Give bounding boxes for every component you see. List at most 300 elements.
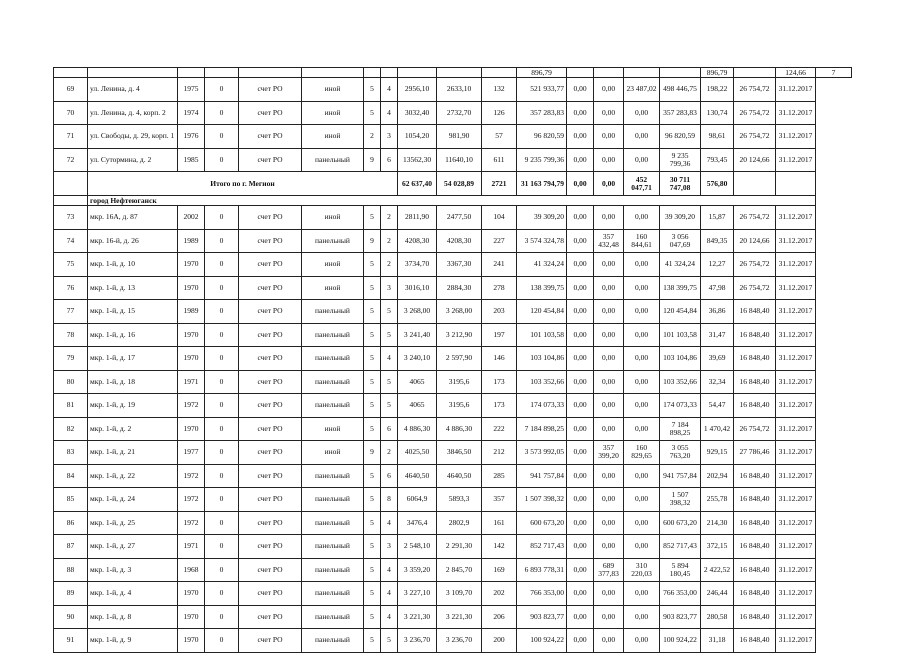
year-cell: 1972 (178, 464, 205, 488)
deadline-cell: 31.12.2017 (776, 101, 816, 125)
entrances-cell: 3 (381, 276, 398, 300)
address-cell: ул. Ленина, д. 4 (88, 78, 178, 102)
table-cell: 0,00 (594, 78, 624, 102)
table-cell: 0 (205, 464, 239, 488)
table-row (54, 229, 852, 253)
living-area-cell: 2 291,30 (437, 535, 482, 559)
table-cell: 0,00 (594, 206, 624, 230)
table-cell: 310 220,03 (624, 558, 660, 582)
table-row (54, 582, 852, 606)
living-area-cell: 5893,3 (437, 488, 482, 512)
table-cell: 39 309,20 (660, 206, 701, 230)
cost-cell: 941 757,84 (517, 464, 567, 488)
residents-cell: 285 (482, 464, 517, 488)
table-cell: 0,00 (624, 101, 660, 125)
row-number-cell: 88 (54, 558, 88, 582)
deadline-cell: 31.12.2017 (776, 558, 816, 582)
deadline-cell: 31.12.2017 (776, 394, 816, 418)
row-number-cell: 71 (54, 125, 88, 149)
table-cell: 103 352,66 (660, 370, 701, 394)
table-row (54, 605, 852, 629)
year-cell: 1970 (178, 276, 205, 300)
total-area-cell: 3734,70 (398, 253, 437, 277)
living-area-cell: 11640,10 (437, 148, 482, 172)
unit-cost-cell: 98,61 (701, 125, 734, 149)
table-cell: 3 056 047,69 (660, 229, 701, 253)
table-cell: 452 047,71 (624, 172, 660, 196)
table-cell: 0,00 (624, 629, 660, 653)
living-area-cell: 2884,30 (437, 276, 482, 300)
table-cell: 0,00 (624, 535, 660, 559)
table-cell (734, 68, 776, 78)
unit-cost-cell: 576,80 (701, 172, 734, 196)
address-cell: мкр. 1-й, д. 2 (88, 417, 178, 441)
unit-cost-cell: 31,47 (701, 323, 734, 347)
floors-cell: 5 (364, 582, 381, 606)
table-cell: 0,00 (594, 535, 624, 559)
table-cell: 0,00 (567, 464, 594, 488)
address-cell: мкр. 1-й, д. 25 (88, 511, 178, 535)
table-cell: 0 (205, 300, 239, 324)
total-area-cell: 3016,10 (398, 276, 437, 300)
entrances-cell: 4 (381, 347, 398, 371)
table-cell: 0,00 (567, 125, 594, 149)
fund-cell: счет РО (239, 417, 302, 441)
unit-cost-cell: 246,44 (701, 582, 734, 606)
table-cell: 0,00 (567, 511, 594, 535)
residents-cell: 202 (482, 582, 517, 606)
fund-cell: счет РО (239, 78, 302, 102)
year-cell: 1970 (178, 629, 205, 653)
table-cell: 0,00 (567, 276, 594, 300)
row-number-cell: 82 (54, 417, 88, 441)
living-area-cell: 4 886,30 (437, 417, 482, 441)
limit-cell: 16 848,40 (734, 488, 776, 512)
total-area-cell: 3 268,00 (398, 300, 437, 324)
row-number-cell: 81 (54, 394, 88, 418)
table-cell: 0,00 (624, 347, 660, 371)
table-cell: 0 (205, 323, 239, 347)
fund-cell: счет РО (239, 488, 302, 512)
table-cell: 124,66 (776, 68, 816, 78)
floors-cell: 9 (364, 441, 381, 465)
fund-cell: счет РО (239, 629, 302, 653)
wall-material-cell: панельный (302, 323, 364, 347)
deadline-cell: 31.12.2017 (776, 488, 816, 512)
living-area-cell: 4208,30 (437, 229, 482, 253)
table-cell (482, 68, 517, 78)
cost-cell: 852 717,43 (517, 535, 567, 559)
table-cell: 0 (205, 206, 239, 230)
table-cell: 0,00 (567, 605, 594, 629)
limit-cell: 27 786,46 (734, 441, 776, 465)
table-cell (776, 172, 816, 196)
row-number-cell: 76 (54, 276, 88, 300)
limit-cell: 16 848,40 (734, 323, 776, 347)
wall-material-cell: иной (302, 276, 364, 300)
table-row (54, 253, 852, 277)
cost-cell: 39 309,20 (517, 206, 567, 230)
table-row (54, 558, 852, 582)
entrances-cell: 6 (381, 148, 398, 172)
year-cell: 1972 (178, 511, 205, 535)
table-cell: 0,00 (624, 148, 660, 172)
year-cell: 1972 (178, 488, 205, 512)
continuation-row (54, 68, 852, 78)
deadline-cell: 31.12.2017 (776, 605, 816, 629)
table-cell: 0,00 (567, 323, 594, 347)
limit-cell: 16 848,40 (734, 394, 776, 418)
floors-cell: 5 (364, 464, 381, 488)
table-row (54, 148, 852, 172)
row-number-cell: 87 (54, 535, 88, 559)
table-cell: 0,00 (594, 125, 624, 149)
residents-cell: 611 (482, 148, 517, 172)
entrances-cell: 5 (381, 370, 398, 394)
table-cell: 0,00 (624, 125, 660, 149)
row-number-cell: 73 (54, 206, 88, 230)
living-area-cell: 54 028,89 (437, 172, 482, 196)
table-cell: 7 184 898,25 (660, 417, 701, 441)
entrances-cell: 5 (381, 394, 398, 418)
table-row (54, 276, 852, 300)
wall-material-cell: иной (302, 253, 364, 277)
limit-cell: 16 848,40 (734, 535, 776, 559)
table-row (54, 464, 852, 488)
living-area-cell: 3195,6 (437, 394, 482, 418)
table-cell: 0,00 (624, 582, 660, 606)
address-cell: мкр. 1-й, д. 3 (88, 558, 178, 582)
floors-cell: 5 (364, 253, 381, 277)
wall-material-cell: панельный (302, 605, 364, 629)
unit-cost-cell: 372,15 (701, 535, 734, 559)
fund-cell: счет РО (239, 558, 302, 582)
unit-cost-cell: 32,34 (701, 370, 734, 394)
cost-cell: 3 573 992,05 (517, 441, 567, 465)
living-area-cell: 2732,70 (437, 101, 482, 125)
total-area-cell: 4025,50 (398, 441, 437, 465)
address-cell: мкр. 1-й, д. 15 (88, 300, 178, 324)
table-cell (567, 68, 594, 78)
table-cell: 357 283,83 (660, 101, 701, 125)
wall-material-cell: панельный (302, 511, 364, 535)
cost-cell: 103 104,86 (517, 347, 567, 371)
table-cell (660, 68, 701, 78)
living-area-cell: 3 268,00 (437, 300, 482, 324)
table-cell: 689 377,83 (594, 558, 624, 582)
table-cell: 41 324,24 (660, 253, 701, 277)
fund-cell: счет РО (239, 347, 302, 371)
table-cell: 498 446,75 (660, 78, 701, 102)
wall-material-cell: иной (302, 101, 364, 125)
total-area-cell: 4065 (398, 370, 437, 394)
table-row (54, 125, 852, 149)
cost-cell: 174 073,33 (517, 394, 567, 418)
entrances-cell: 6 (381, 417, 398, 441)
year-cell: 1975 (178, 78, 205, 102)
floors-cell: 5 (364, 629, 381, 653)
table-row (54, 206, 852, 230)
entrances-cell: 4 (381, 101, 398, 125)
wall-material-cell: панельный (302, 629, 364, 653)
limit-cell: 16 848,40 (734, 582, 776, 606)
residents-cell: 132 (482, 78, 517, 102)
table-cell: 103 104,86 (660, 347, 701, 371)
address-cell: ул. Свободы, д. 29, корп. 1 (88, 125, 178, 149)
total-label: Итого по г. Мегион (88, 172, 398, 196)
cost-cell: 6 893 778,31 (517, 558, 567, 582)
table-cell: 0,00 (594, 148, 624, 172)
row-number-cell: 90 (54, 605, 88, 629)
entrances-cell: 2 (381, 229, 398, 253)
fund-cell: счет РО (239, 464, 302, 488)
limit-cell: 16 848,40 (734, 300, 776, 324)
living-area-cell: 2 845,70 (437, 558, 482, 582)
total-area-cell: 4208,30 (398, 229, 437, 253)
fund-cell: счет РО (239, 582, 302, 606)
table-cell (364, 68, 381, 78)
year-cell: 1972 (178, 394, 205, 418)
total-area-cell: 13562,30 (398, 148, 437, 172)
living-area-cell: 3367,30 (437, 253, 482, 277)
total-area-cell: 2811,90 (398, 206, 437, 230)
wall-material-cell: панельный (302, 148, 364, 172)
address-cell: мкр. 16А, д. 87 (88, 206, 178, 230)
wall-material-cell: иной (302, 78, 364, 102)
table-cell: 0,00 (567, 488, 594, 512)
deadline-cell: 31.12.2017 (776, 300, 816, 324)
entrances-cell: 5 (381, 300, 398, 324)
year-cell: 1989 (178, 229, 205, 253)
table-cell: 0,00 (624, 394, 660, 418)
table-cell: 120 454,84 (660, 300, 701, 324)
table-cell: 0 (205, 370, 239, 394)
table-cell (437, 68, 482, 78)
residents-cell: 197 (482, 323, 517, 347)
residents-cell: 161 (482, 511, 517, 535)
table-cell: 0,00 (624, 323, 660, 347)
table-cell: 903 823,77 (660, 605, 701, 629)
floors-cell: 5 (364, 347, 381, 371)
table-cell: 160 829,65 (624, 441, 660, 465)
row-number-cell: 86 (54, 511, 88, 535)
floors-cell: 5 (364, 101, 381, 125)
table-cell: 0,00 (594, 605, 624, 629)
table-cell: 0,00 (594, 276, 624, 300)
residents-cell: 142 (482, 535, 517, 559)
cost-cell: 138 399,75 (517, 276, 567, 300)
row-number-cell: 77 (54, 300, 88, 324)
floors-cell: 5 (364, 558, 381, 582)
cost-cell: 9 235 799,36 (517, 148, 567, 172)
deadline-cell: 31.12.2017 (776, 417, 816, 441)
table-cell: 0,00 (567, 370, 594, 394)
table-cell: 0,00 (594, 370, 624, 394)
deadline-cell: 31.12.2017 (776, 78, 816, 102)
limit-cell: 26 754,72 (734, 125, 776, 149)
living-area-cell: 3 236,70 (437, 629, 482, 653)
unit-cost-cell: 1 470,42 (701, 417, 734, 441)
year-cell: 1977 (178, 441, 205, 465)
total-area-cell: 2956,10 (398, 78, 437, 102)
fund-cell: счет РО (239, 276, 302, 300)
fund-cell: счет РО (239, 101, 302, 125)
table-cell: 1 507 398,32 (660, 488, 701, 512)
entrances-cell: 6 (381, 464, 398, 488)
residents-cell: 104 (482, 206, 517, 230)
table-cell: 174 073,33 (660, 394, 701, 418)
living-area-cell: 3846,50 (437, 441, 482, 465)
table-cell: 896,79 (701, 68, 734, 78)
table-cell: 766 353,00 (660, 582, 701, 606)
cost-cell: 600 673,20 (517, 511, 567, 535)
table-cell: 0 (205, 582, 239, 606)
cost-cell: 41 324,24 (517, 253, 567, 277)
living-area-cell: 981,90 (437, 125, 482, 149)
year-cell: 1970 (178, 347, 205, 371)
cost-cell: 3 574 324,78 (517, 229, 567, 253)
total-row (54, 172, 852, 196)
table-row (54, 629, 852, 653)
table-row (54, 370, 852, 394)
fund-cell: счет РО (239, 511, 302, 535)
table-cell: 0,00 (624, 464, 660, 488)
wall-material-cell: панельный (302, 558, 364, 582)
table-cell: 0,00 (567, 300, 594, 324)
table-cell: 0,00 (567, 558, 594, 582)
table-cell: 0,00 (594, 323, 624, 347)
year-cell: 1970 (178, 323, 205, 347)
living-area-cell: 4640,50 (437, 464, 482, 488)
address-cell: мкр. 1-й, д. 17 (88, 347, 178, 371)
table-cell (381, 68, 398, 78)
table-cell: 0,00 (594, 582, 624, 606)
table-cell: 0,00 (594, 253, 624, 277)
unit-cost-cell: 280,58 (701, 605, 734, 629)
address-cell: мкр. 1-й, д. 24 (88, 488, 178, 512)
table-row (54, 347, 852, 371)
deadline-cell: 31.12.2017 (776, 629, 816, 653)
wall-material-cell: иной (302, 441, 364, 465)
table-row (54, 417, 852, 441)
year-cell: 1970 (178, 605, 205, 629)
fund-cell: счет РО (239, 253, 302, 277)
table-cell: 0 (205, 441, 239, 465)
unit-cost-cell: 198,22 (701, 78, 734, 102)
table-row (54, 511, 852, 535)
table-cell: 941 757,84 (660, 464, 701, 488)
deadline-cell: 31.12.2017 (776, 125, 816, 149)
table-cell: 0 (205, 417, 239, 441)
wall-material-cell: панельный (302, 370, 364, 394)
table-cell (205, 68, 239, 78)
table-cell: 0,00 (594, 488, 624, 512)
entrances-cell: 8 (381, 488, 398, 512)
year-cell: 2002 (178, 206, 205, 230)
table-cell: 7 (816, 68, 852, 78)
total-area-cell: 3 359,20 (398, 558, 437, 582)
table-row (54, 300, 852, 324)
deadline-cell: 31.12.2017 (776, 148, 816, 172)
cost-cell: 7 184 898,25 (517, 417, 567, 441)
entrances-cell: 5 (381, 323, 398, 347)
floors-cell: 5 (364, 300, 381, 324)
cost-cell: 903 823,77 (517, 605, 567, 629)
row-number-cell: 84 (54, 464, 88, 488)
unit-cost-cell: 15,87 (701, 206, 734, 230)
table-cell: 101 103,58 (660, 323, 701, 347)
limit-cell: 16 848,40 (734, 511, 776, 535)
cost-cell: 101 103,58 (517, 323, 567, 347)
table-cell: 0,00 (624, 253, 660, 277)
unit-cost-cell: 849,35 (701, 229, 734, 253)
total-area-cell: 1054,20 (398, 125, 437, 149)
year-cell: 1974 (178, 101, 205, 125)
table-cell (398, 68, 437, 78)
residents-cell: 146 (482, 347, 517, 371)
address-cell: ул. Сутормина, д. 2 (88, 148, 178, 172)
table-cell (734, 172, 776, 196)
address-cell: мкр. 1-й, д. 22 (88, 464, 178, 488)
floors-cell: 5 (364, 206, 381, 230)
cost-cell: 96 820,59 (517, 125, 567, 149)
fund-cell: счет РО (239, 300, 302, 324)
table-cell (624, 68, 660, 78)
living-area-cell: 2802,9 (437, 511, 482, 535)
table-cell: 138 399,75 (660, 276, 701, 300)
table-cell: 0 (205, 535, 239, 559)
entrances-cell: 4 (381, 78, 398, 102)
fund-cell: счет РО (239, 323, 302, 347)
entrances-cell: 2 (381, 253, 398, 277)
cost-cell: 31 163 794,79 (517, 172, 567, 196)
table-row (54, 488, 852, 512)
residents-cell: 2721 (482, 172, 517, 196)
total-area-cell: 4640,50 (398, 464, 437, 488)
table-cell (54, 172, 88, 196)
address-cell: мкр. 1-й, д. 16 (88, 323, 178, 347)
table-cell: 0 (205, 605, 239, 629)
fund-cell: счет РО (239, 441, 302, 465)
floors-cell: 5 (364, 488, 381, 512)
table-cell: 0,00 (594, 511, 624, 535)
floors-cell: 5 (364, 605, 381, 629)
year-cell: 1976 (178, 125, 205, 149)
floors-cell: 5 (364, 417, 381, 441)
residents-cell: 241 (482, 253, 517, 277)
residents-cell: 222 (482, 417, 517, 441)
table-row (54, 535, 852, 559)
table-cell: 5 894 180,45 (660, 558, 701, 582)
floors-cell: 5 (364, 323, 381, 347)
deadline-cell: 31.12.2017 (776, 323, 816, 347)
fund-cell: счет РО (239, 148, 302, 172)
limit-cell: 20 124,66 (734, 229, 776, 253)
year-cell: 1971 (178, 370, 205, 394)
address-cell: мкр. 1-й, д. 4 (88, 582, 178, 606)
entrances-cell: 4 (381, 605, 398, 629)
row-number-cell: 72 (54, 148, 88, 172)
row-number-cell: 79 (54, 347, 88, 371)
residents-cell: 173 (482, 394, 517, 418)
total-area-cell: 62 637,40 (398, 172, 437, 196)
table-cell: 0,00 (567, 78, 594, 102)
entrances-cell: 4 (381, 558, 398, 582)
deadline-cell: 31.12.2017 (776, 347, 816, 371)
table-cell: 23 487,02 (624, 78, 660, 102)
row-number-cell: 80 (54, 370, 88, 394)
cost-cell: 357 283,83 (517, 101, 567, 125)
